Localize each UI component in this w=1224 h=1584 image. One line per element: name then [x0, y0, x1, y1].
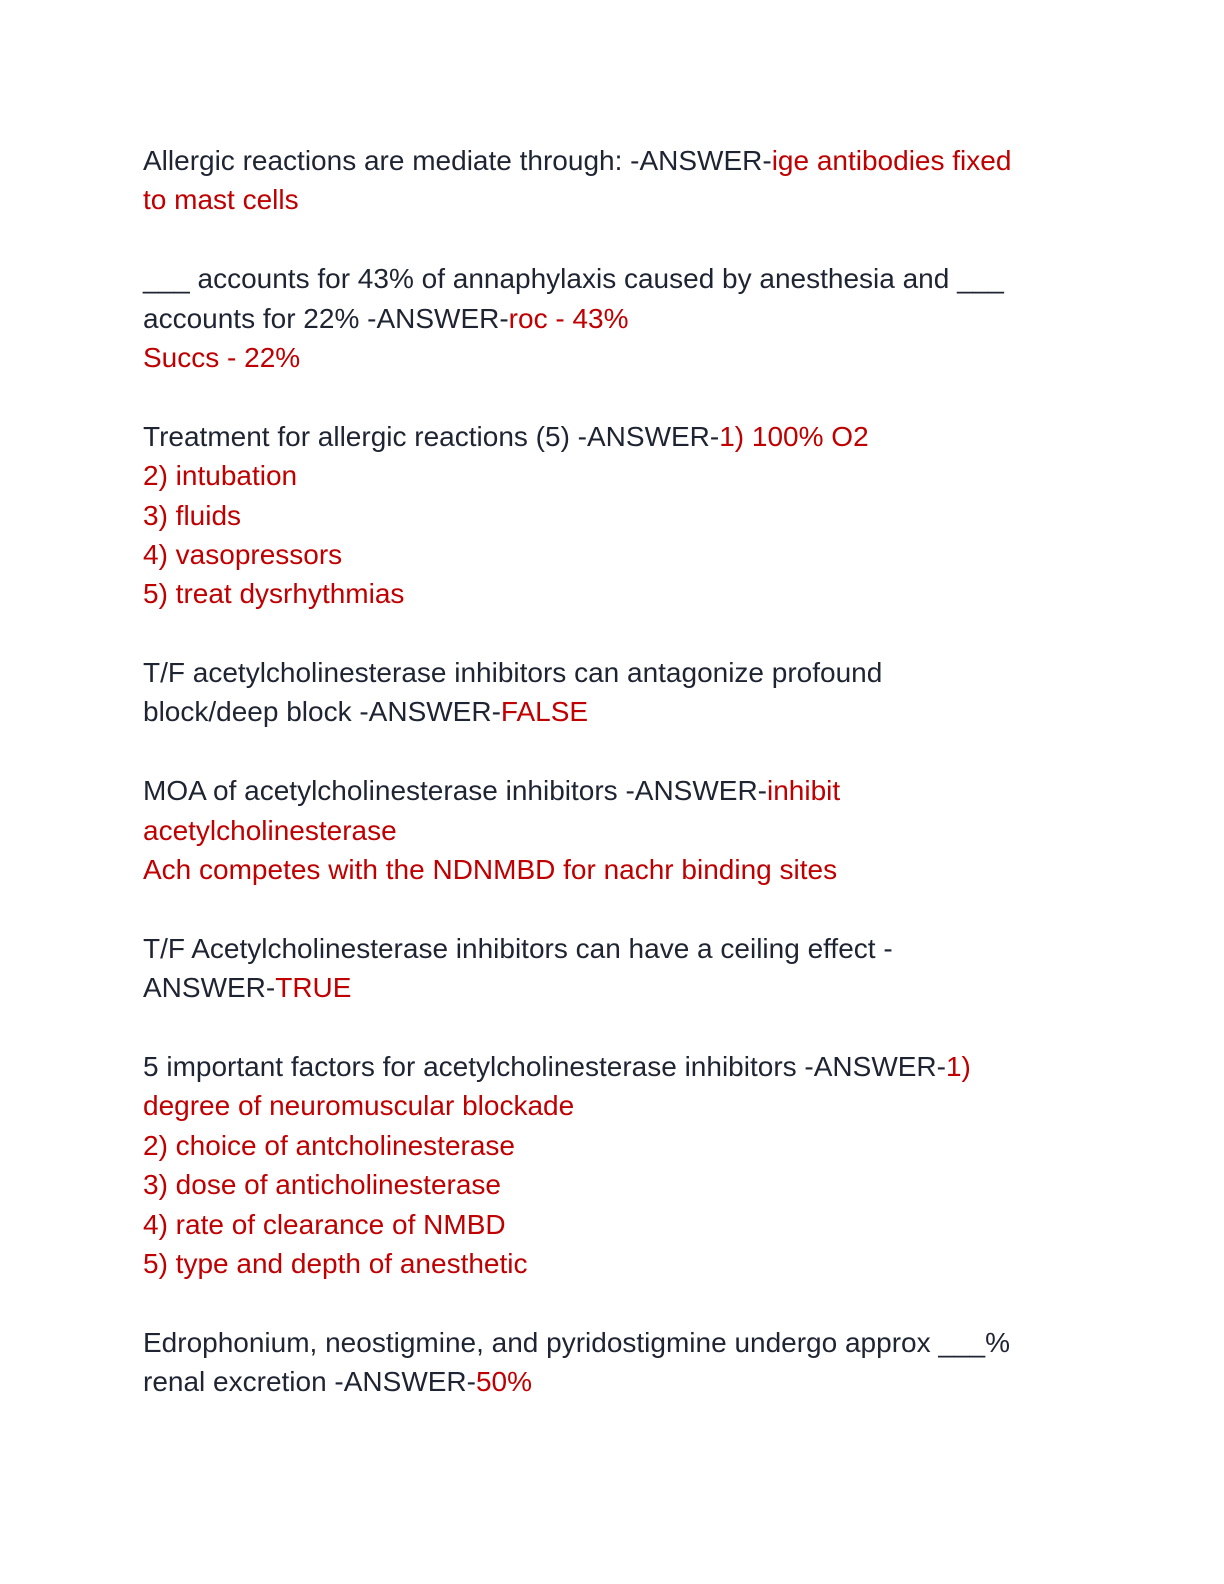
question-text: Edrophonium, neostigmine, and pyridostigmine undergo approx ___%	[143, 1326, 1010, 1358]
question-text: ANSWER-	[143, 972, 276, 1004]
card-spacer	[143, 377, 1103, 416]
card-line	[143, 574, 1103, 613]
question-text: 5 important factors for acetylcholinesterase inhibitors -ANSWER-	[143, 1050, 946, 1082]
card-spacer	[143, 220, 1103, 259]
flashcard	[143, 417, 1103, 614]
answer-text: 3) fluids	[143, 499, 242, 531]
question-text: accounts for 22% -ANSWER-	[143, 302, 509, 334]
flashcard	[143, 1323, 1103, 1402]
flashcard	[143, 259, 1103, 377]
answer-text: TRUE	[275, 972, 352, 1004]
card-spacer	[143, 889, 1103, 928]
flashcard	[143, 929, 1103, 1008]
card-line	[143, 968, 1103, 1007]
card-spacer	[143, 614, 1103, 653]
card-line	[143, 535, 1103, 574]
card-line	[143, 496, 1103, 535]
card-line	[143, 653, 1103, 692]
card-line	[143, 1244, 1103, 1283]
answer-text: 4) rate of clearance of NMBD	[143, 1208, 506, 1240]
card-line	[143, 1126, 1103, 1165]
flashcard	[143, 141, 1103, 220]
answer-text: to mast cells	[143, 184, 299, 216]
question-text: Treatment for allergic reactions (5) -ANSWER-	[143, 420, 720, 452]
answer-text: inhibit	[767, 775, 841, 807]
card-line	[143, 1047, 1103, 1086]
answer-text: 2) intubation	[143, 460, 298, 492]
document-page	[143, 141, 1103, 1402]
card-line	[143, 1205, 1103, 1244]
answer-text: 50%	[475, 1366, 533, 1398]
card-line	[143, 299, 1103, 338]
question-text: T/F acetylcholinesterase inhibitors can antagonize profound	[143, 657, 883, 689]
answer-text: degree of neuromuscular blockade	[143, 1090, 575, 1122]
answer-text: acetylcholinesterase	[143, 814, 397, 846]
card-line	[143, 850, 1103, 889]
answer-text: Succs - 22%	[143, 341, 301, 373]
answer-text: 1) 100% O2	[719, 420, 869, 452]
question-text: T/F Acetylcholinesterase inhibitors can have a ceiling effect -	[143, 932, 893, 964]
flashcard	[143, 771, 1103, 889]
card-line	[143, 1086, 1103, 1125]
card-spacer	[143, 1283, 1103, 1322]
question-text: ___ accounts for 43% of annaphylaxis caused by anesthesia and ___	[143, 263, 1004, 295]
flashcard	[143, 1047, 1103, 1283]
card-line	[143, 929, 1103, 968]
answer-text: 4) vasopressors	[143, 538, 343, 570]
card-line	[143, 811, 1103, 850]
card-spacer	[143, 1008, 1103, 1047]
answer-text: 3) dose of anticholinesterase	[143, 1169, 501, 1201]
answer-text: 5) type and depth of anesthetic	[143, 1247, 528, 1279]
card-line	[143, 338, 1103, 377]
card-line	[143, 771, 1103, 810]
card-spacer	[143, 732, 1103, 771]
question-text: Allergic reactions are mediate through: -ANSWER-	[143, 145, 772, 176]
card-line	[143, 259, 1103, 298]
card-line	[143, 417, 1103, 456]
question-text: MOA of acetylcholinesterase inhibitors -ANSWER-	[143, 775, 767, 807]
answer-text: FALSE	[500, 696, 589, 728]
answer-text: ige antibodies fixed	[771, 145, 1012, 176]
answer-text: 5) treat dysrhythmias	[143, 578, 405, 610]
card-line	[143, 1323, 1103, 1362]
card-line	[143, 141, 1103, 180]
card-line	[143, 1165, 1103, 1204]
answer-text: 1)	[945, 1050, 971, 1082]
answer-text: Ach competes with the NDNMBD for nachr binding sites	[143, 854, 838, 886]
card-line	[143, 456, 1103, 495]
flashcard	[143, 653, 1103, 732]
card-line	[143, 692, 1103, 731]
card-line	[143, 180, 1103, 219]
question-text: block/deep block -ANSWER-	[143, 696, 501, 728]
question-text: renal excretion -ANSWER-	[143, 1366, 476, 1398]
answer-text: roc - 43%	[508, 302, 629, 334]
answer-text: 2) choice of antcholinesterase	[143, 1129, 515, 1161]
card-line	[143, 1362, 1103, 1401]
